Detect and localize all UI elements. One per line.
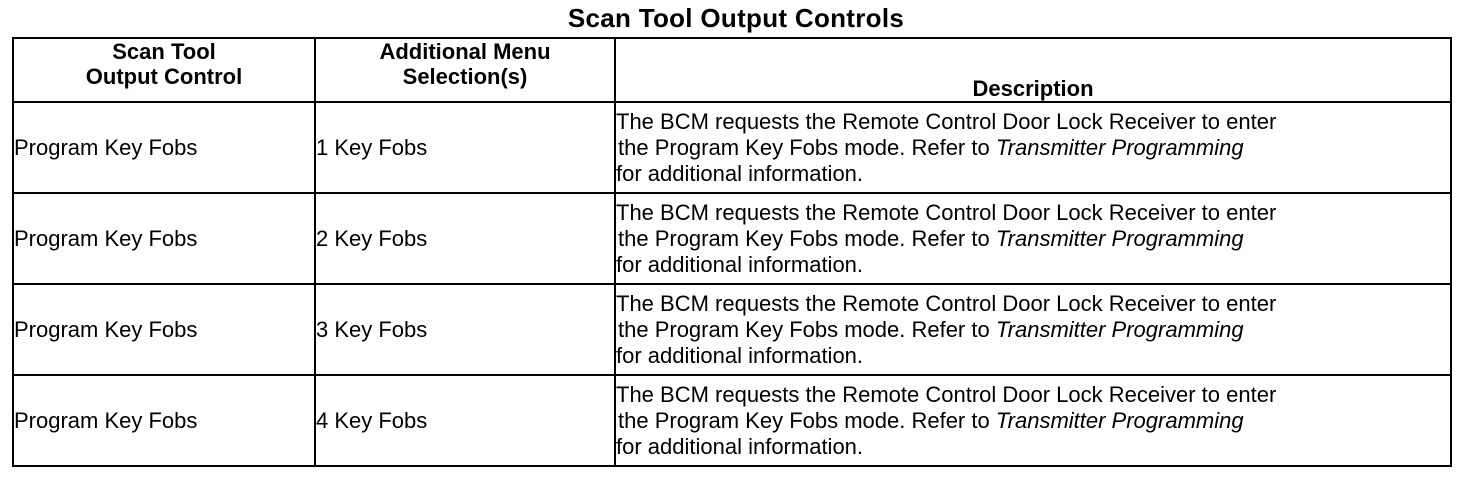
description-line: The BCM requests the Remote Control Door Lock Receiver to enter [616, 381, 1277, 407]
description-line: The BCM requests the Remote Control Door Lock Receiver to enter [616, 290, 1277, 316]
description-line: for additional information. [616, 251, 864, 277]
output-control-cell: Program Key Fobs [13, 102, 315, 193]
description-line: The BCM requests the Remote Control Door Lock Receiver to enter [616, 199, 1277, 225]
description-line [616, 135, 1450, 161]
description-line [616, 226, 1450, 252]
cross-reference: Transmitter Programming [995, 134, 1244, 160]
output-control-cell: Program Key Fobs [13, 375, 315, 466]
description-line: for additional information. [616, 433, 864, 459]
menu-selection-cell: 3 Key Fobs [315, 284, 615, 375]
page-title: Scan Tool Output Controls [567, 3, 905, 33]
output-controls-table [12, 37, 1452, 467]
description-cell [615, 193, 1451, 284]
header-row [13, 38, 1451, 102]
header-description: Description [615, 38, 1451, 102]
cross-reference: Transmitter Programming [995, 316, 1244, 342]
description-text: the Program Key Fobs mode. Refer to [618, 134, 996, 160]
menu-selection-cell: 2 Key Fobs [315, 193, 615, 284]
table-row [13, 102, 1451, 193]
description-text: the Program Key Fobs mode. Refer to [618, 316, 996, 342]
description-cell [615, 102, 1451, 193]
header-menu-selections [315, 38, 615, 102]
table-row [13, 193, 1451, 284]
table-row [13, 375, 1451, 466]
menu-selection-cell: 4 Key Fobs [315, 375, 615, 466]
description-text: the Program Key Fobs mode. Refer to [618, 225, 996, 251]
header-menu-line2: Selection(s) [402, 64, 528, 89]
header-output-control-line2: Output Control [85, 64, 243, 89]
header-output-control [13, 38, 315, 102]
description-line: The BCM requests the Remote Control Door Lock Receiver to enter [616, 108, 1277, 134]
description-cell [615, 375, 1451, 466]
description-line: for additional information. [616, 160, 864, 186]
description-line [616, 408, 1450, 434]
header-menu-line1: Additional Menu [379, 39, 551, 64]
description-line: for additional information. [616, 342, 864, 368]
description-cell [615, 284, 1451, 375]
table-row [13, 284, 1451, 375]
output-control-cell: Program Key Fobs [13, 284, 315, 375]
cross-reference: Transmitter Programming [995, 225, 1244, 251]
menu-selection-cell: 1 Key Fobs [315, 102, 615, 193]
description-line [616, 317, 1450, 343]
description-text: the Program Key Fobs mode. Refer to [618, 407, 996, 433]
header-output-control-line1: Scan Tool [112, 39, 216, 64]
cross-reference: Transmitter Programming [995, 407, 1244, 433]
output-control-cell: Program Key Fobs [13, 193, 315, 284]
